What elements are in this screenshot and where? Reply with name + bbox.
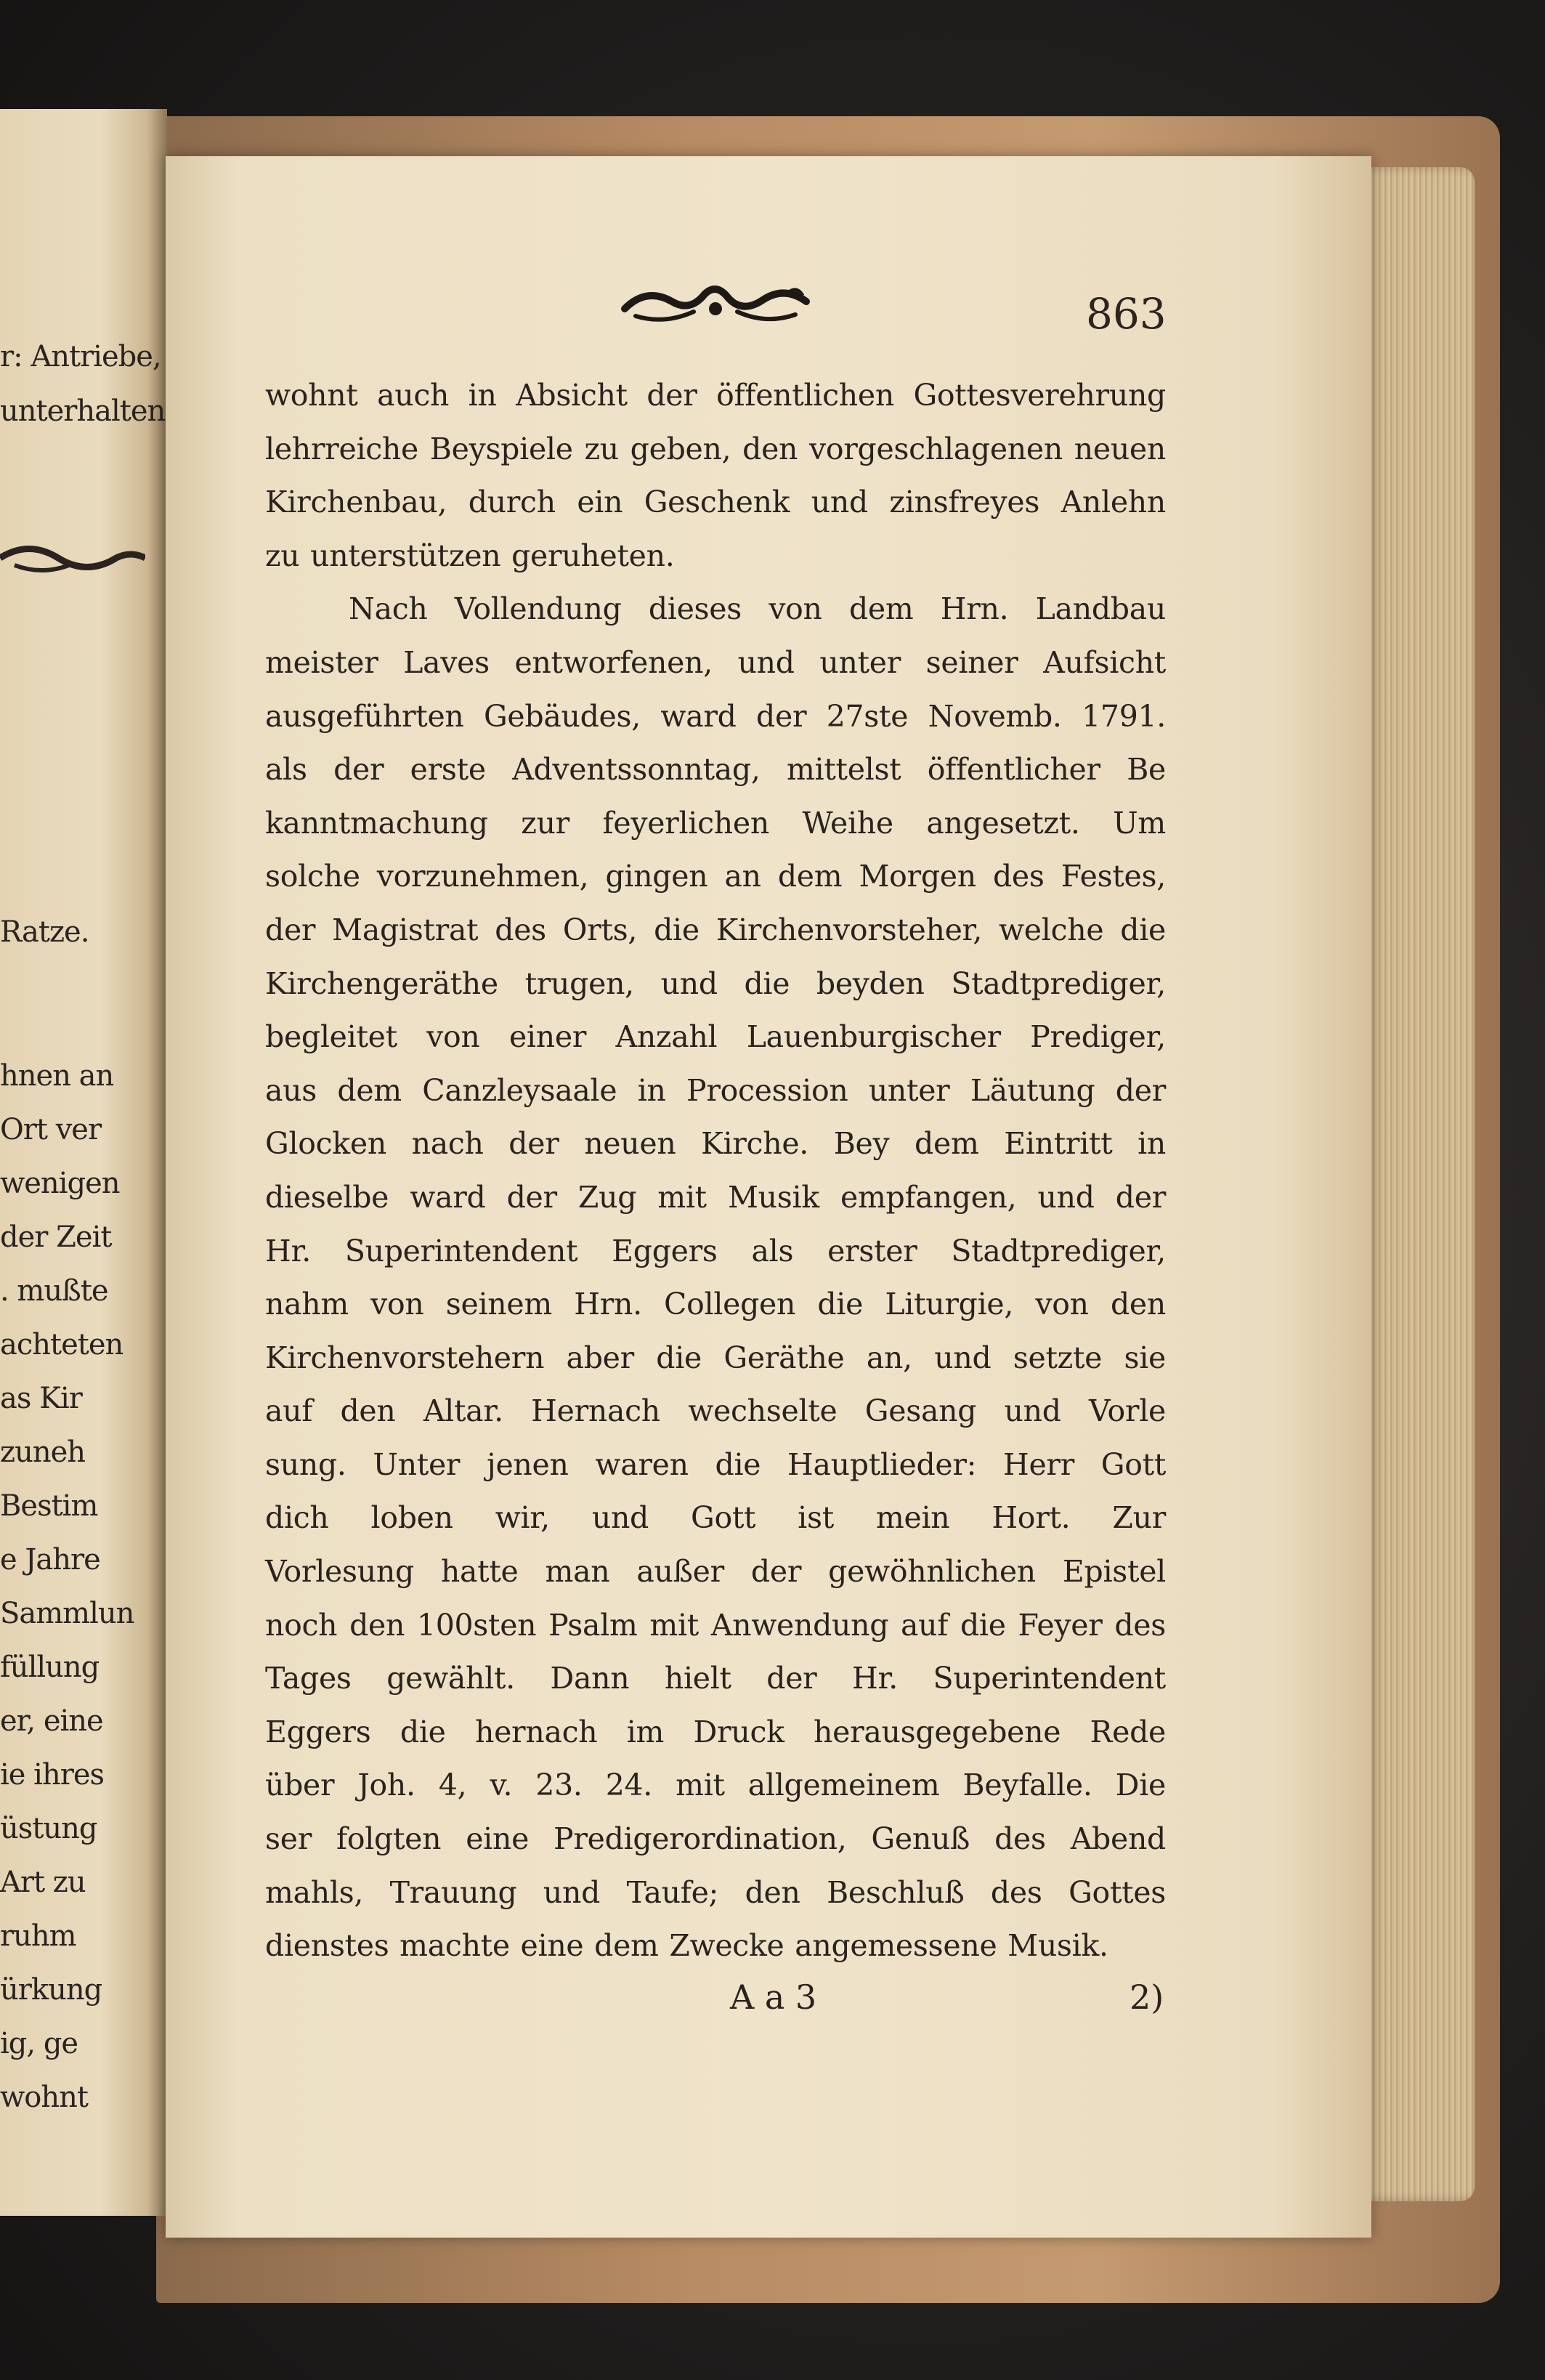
text-line: nahm von seinem Hrn. Collegen die Liturgie, von den bbox=[265, 1287, 1166, 1322]
text-line: Kirchenbau, durch ein Geschenk und zinsfreyes Anlehn bbox=[265, 485, 1166, 520]
text-line: Hr. Superintendent Eggers als erster Stadtprediger, bbox=[265, 1233, 1166, 1268]
left-fragment: Bestim bbox=[0, 1489, 98, 1523]
text-line: dieselbe ward der Zug mit Musik empfangen, und der bbox=[265, 1179, 1166, 1215]
text-line: Nach Vollendung dieses von dem Hrn. Landbau bbox=[349, 591, 1166, 627]
text-line: begleitet von einer Anzahl Lauenburgischer Prediger, bbox=[265, 1019, 1166, 1055]
text-line: als der erste Adventssonntag, mittelst öffentlicher Be bbox=[265, 752, 1166, 788]
previous-page-sliver bbox=[0, 109, 167, 2216]
text-line: kanntmachung zur feyerlichen Weihe angesetzt. Um bbox=[265, 805, 1166, 841]
page-edges bbox=[1358, 167, 1475, 2201]
left-fragment: ürkung bbox=[0, 1973, 102, 2007]
left-fragment: achteten bbox=[0, 1328, 123, 1361]
text-line: ausgeführten Gebäudes, ward der 27ste Novemb. 1791. bbox=[265, 698, 1166, 734]
text-line: über Joh. 4, v. 23. 24. mit allgemeinem Beyfalle. Die bbox=[265, 1768, 1166, 1803]
body-text bbox=[265, 369, 1166, 1973]
left-fragment: . mußte bbox=[0, 1274, 108, 1308]
text-line: dienstes machte eine dem Zwecke angemessene Musik. bbox=[265, 1928, 1108, 1964]
left-fragment: Art zu bbox=[0, 1866, 86, 1899]
signature-mark: A a 3 bbox=[730, 1978, 817, 2017]
text-line: Glocken nach der neuen Kirche. Bey dem Eintritt in bbox=[265, 1126, 1166, 1162]
left-fragment: unterhalten bbox=[0, 394, 166, 428]
text-line: dich loben wir, und Gott ist mein Hort. Zur bbox=[265, 1500, 1166, 1536]
text-line: Tages gewählt. Dann hielt der Hr. Superintendent bbox=[265, 1661, 1166, 1696]
text-line: wohnt auch in Absicht der öffentlichen Gottesverehrung bbox=[265, 378, 1166, 413]
header-ornament-icon bbox=[621, 280, 810, 331]
text-line: noch den 100sten Psalm mit Anwendung auf die Feyer des bbox=[265, 1607, 1166, 1643]
text-line: Vorlesung hatte man außer der gewöhnlichen Epistel bbox=[265, 1554, 1166, 1590]
left-fragment: zuneh bbox=[0, 1436, 86, 1469]
left-fragment: r: Antriebe, bbox=[0, 340, 161, 373]
text-line: Eggers die hernach im Druck herausgegebene Rede bbox=[265, 1714, 1166, 1749]
text-line: meister Laves entworfenen, und unter seiner Aufsicht bbox=[265, 644, 1166, 680]
left-fragment: ruhm bbox=[0, 1919, 76, 1953]
text-line: ser folgten eine Predigerordination, Genuß des Abend bbox=[265, 1821, 1166, 1857]
text-line: Kirchengeräthe trugen, und die beyden Stadtprediger, bbox=[265, 966, 1166, 1001]
text-line: mahls, Trauung und Taufe; den Beschluß des Gottes bbox=[265, 1874, 1166, 1910]
left-fragment: der Zeit bbox=[0, 1221, 112, 1254]
left-fragment: hnen an bbox=[0, 1059, 114, 1093]
left-fragment: wenigen bbox=[0, 1167, 120, 1200]
left-fragment: ie ihres bbox=[0, 1758, 105, 1792]
text-line: aus dem Canzleysaale in Procession unter Läutung der bbox=[265, 1072, 1166, 1108]
left-fragment: Sammlun bbox=[0, 1597, 134, 1630]
left-fragment: e Jahre bbox=[0, 1543, 100, 1576]
left-fragment: wohnt bbox=[0, 2081, 88, 2114]
catchword: 2) bbox=[1130, 1978, 1164, 2017]
left-fragment: as Kir bbox=[0, 1382, 82, 1415]
left-ornament-icon bbox=[0, 536, 145, 580]
left-fragment: Ratze. bbox=[0, 915, 89, 949]
left-fragment: füllung bbox=[0, 1651, 100, 1684]
page-number: 863 bbox=[1086, 289, 1167, 339]
text-line: lehrreiche Beyspiele zu geben, den vorgeschlagenen neuen bbox=[265, 431, 1166, 466]
left-fragment: Ort ver bbox=[0, 1113, 102, 1146]
text-line: sung. Unter jenen waren die Hauptlieder: Herr Gott bbox=[265, 1446, 1166, 1482]
left-fragment: ig, ge bbox=[0, 2027, 78, 2060]
text-line: zu unterstützen geruheten. bbox=[265, 538, 675, 573]
left-fragment: üstung bbox=[0, 1812, 97, 1845]
text-line: der Magistrat des Orts, die Kirchenvorsteher, welche die bbox=[265, 912, 1166, 947]
text-line: auf den Altar. Hernach wechselte Gesang und Vorle bbox=[265, 1393, 1166, 1429]
left-fragment: er, eine bbox=[0, 1704, 103, 1738]
text-line: Kirchenvorstehern aber die Geräthe an, und setzte sie bbox=[265, 1340, 1166, 1375]
text-line: solche vorzunehmen, gingen an dem Morgen des Festes, bbox=[265, 859, 1166, 894]
